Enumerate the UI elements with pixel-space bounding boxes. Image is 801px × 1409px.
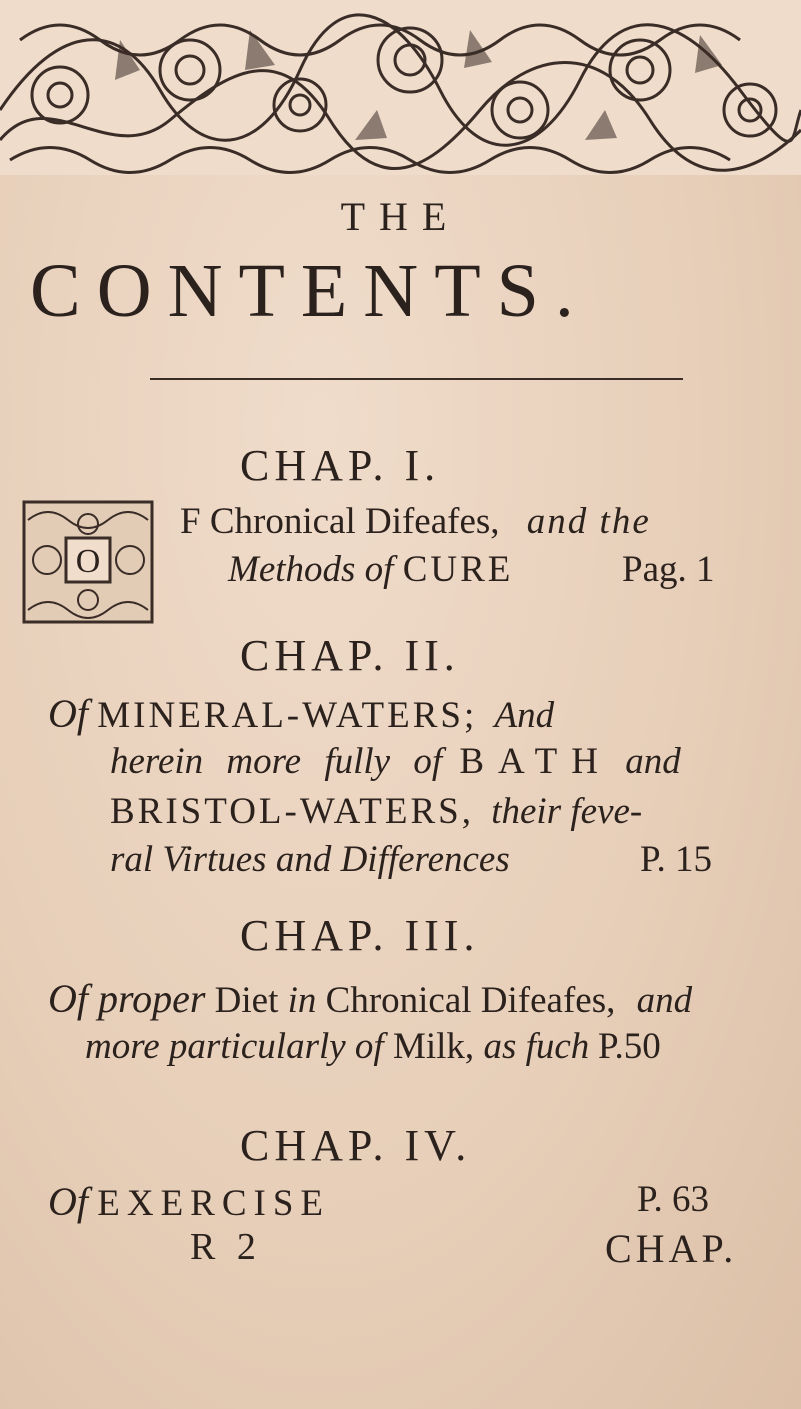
chapter-2-line-4: [110, 838, 510, 881]
chapter-4-line-1: [48, 1178, 330, 1225]
chapter-1-line-1: [180, 500, 651, 543]
chapter-2-page-ref: P. 15: [640, 839, 712, 880]
chapter-2-and: And: [494, 695, 555, 736]
chapter-3-milk: Milk,: [392, 1026, 475, 1067]
chapter-2-virtues: ral Virtues and Differences: [110, 839, 510, 880]
chapter-3-as-such: as fuch: [483, 1026, 590, 1067]
chapter-3-page-ref: P.50: [598, 1026, 661, 1067]
chapter-3-and: and: [636, 980, 693, 1021]
chapter-3-chronical: Chronical Difeafes,: [325, 980, 616, 1021]
chapter-1-methods-of: Methods of: [228, 549, 394, 590]
chapter-2-line-1: [48, 690, 554, 737]
chapter-1-line-2: [228, 548, 513, 591]
chapter-4-heading: CHAP. IV.: [240, 1121, 472, 1170]
signature-mark: R 2: [190, 1226, 262, 1268]
chapter-3-line-2: [85, 1025, 589, 1068]
chapter-3-line-1: [48, 975, 692, 1022]
chapter-2-herein: herein more fully of: [110, 741, 443, 782]
chapter-1-title-part: F Chronical Difeafes,: [180, 501, 500, 542]
chapter-4-page-ref: P. 63: [637, 1179, 709, 1220]
page-title: CONTENTS.: [30, 249, 590, 333]
chapter-1-page-ref: Pag. 1: [622, 549, 715, 590]
svg-text:O: O: [75, 543, 101, 580]
chapter-4-of: Of: [48, 1179, 88, 1224]
chapter-2-mineral-waters: MINERAL-WATERS;: [97, 695, 478, 736]
chapter-3-more-particularly: more particularly of: [85, 1026, 384, 1067]
catchword: CHAP.: [605, 1226, 738, 1271]
chapter-4-exercise: EXERCISE: [97, 1183, 331, 1224]
chapter-2-line-3: [110, 790, 642, 833]
title-rule: [150, 378, 683, 380]
chapter-2-of: Of: [48, 691, 88, 736]
chapter-3-of-proper: Of proper: [48, 976, 206, 1021]
chapter-3-in: in: [287, 980, 317, 1021]
chapter-2-bristol-waters: BRISTOL-WATERS,: [110, 791, 474, 832]
chapter-2-and-2: and: [625, 741, 681, 782]
chapter-2-line-2: [110, 740, 681, 783]
chapter-2-bath: BATH: [459, 741, 612, 782]
chapter-1-conjunction: and the: [526, 501, 651, 542]
ornamental-headpiece: [0, 0, 801, 175]
chapter-1-cure: CURE: [402, 549, 514, 590]
title-the: THE: [340, 194, 461, 239]
decorated-initial-block: [22, 500, 154, 624]
chapter-2-heading: CHAP. II.: [240, 631, 460, 680]
chapter-1-heading: CHAP. I.: [240, 441, 441, 490]
chapter-3-diet: Diet: [214, 980, 279, 1021]
chapter-2-their-seve: their feve-: [491, 791, 643, 832]
chapter-3-heading: CHAP. III.: [240, 911, 480, 960]
